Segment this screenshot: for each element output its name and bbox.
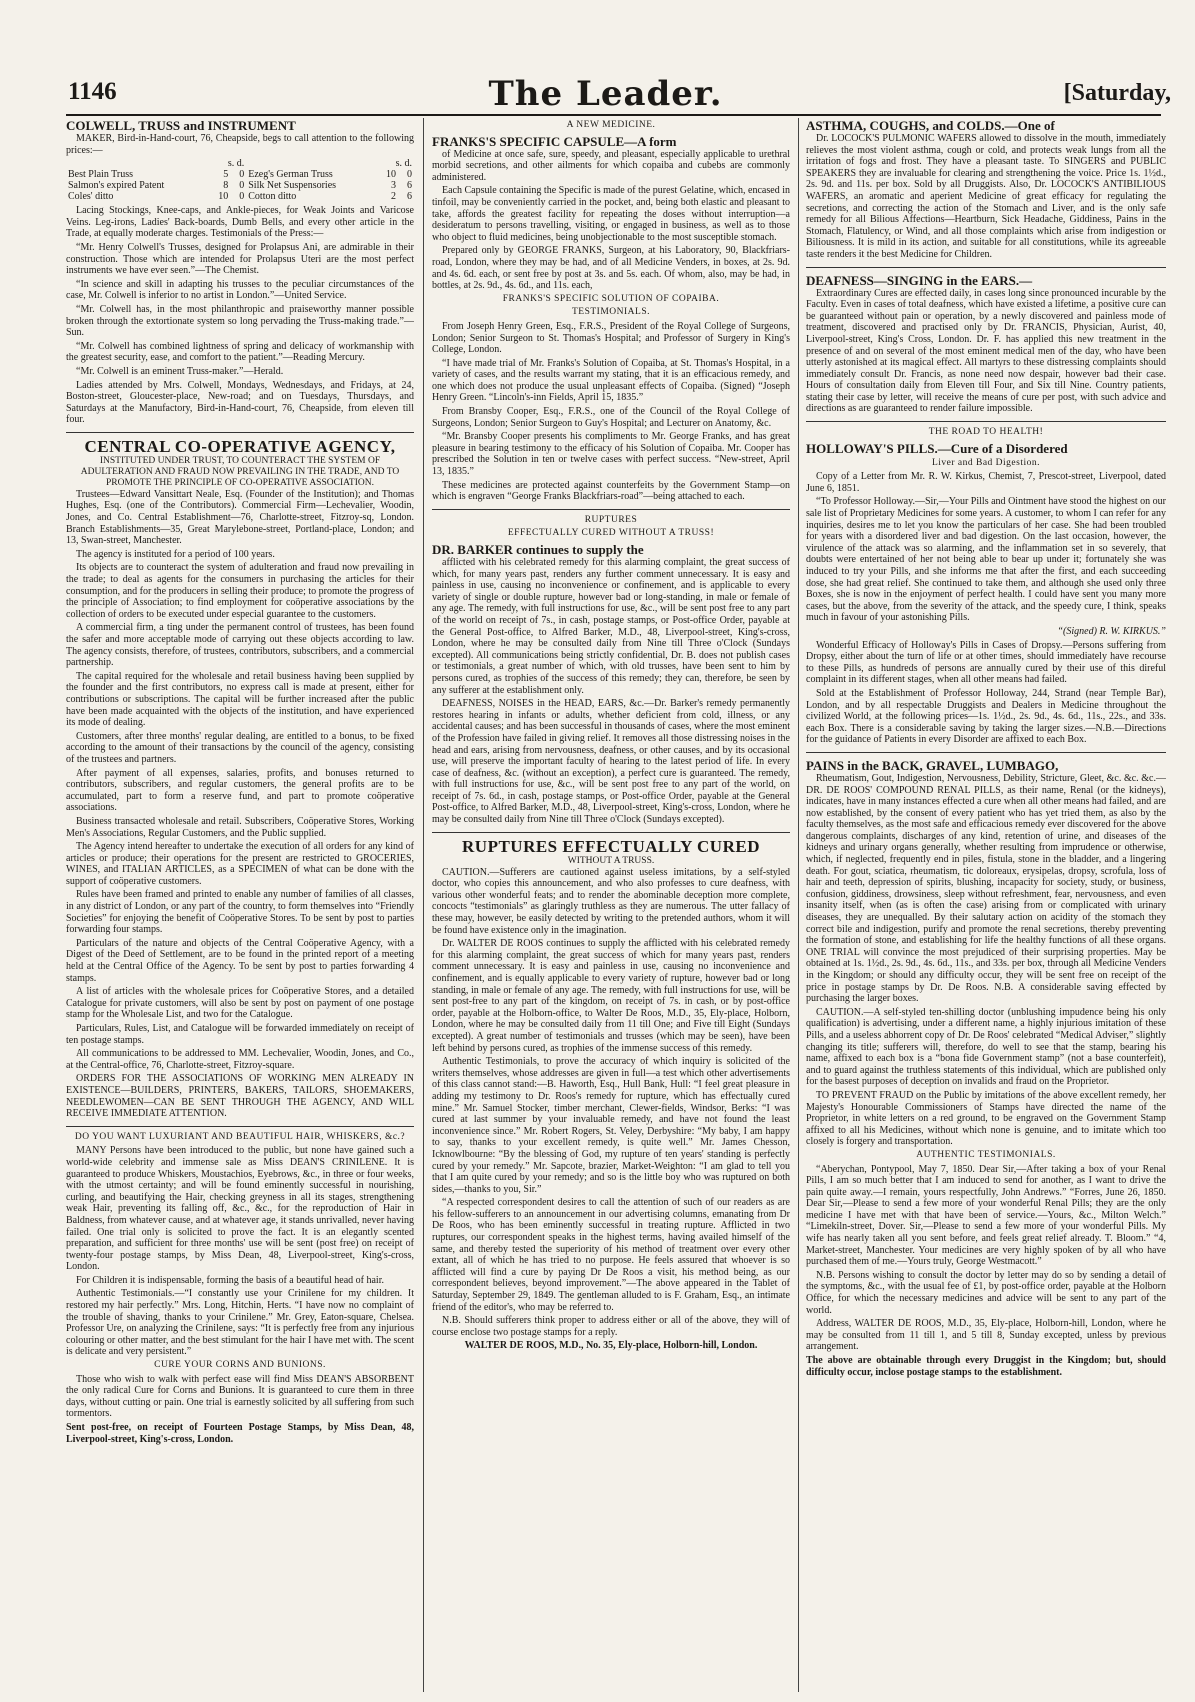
franks-capsule-ad [432,120,790,503]
ad-paragraph: The capital required for the wholesale and retail business having been supplied by the founder and the first contributors, no express call is made at present, either for contributions or subscriptions. The capital will be further increased after the public have been made acquainted with the objects of the institution, and have experienced its mode of dealing. [66,670,414,729]
ad-headline: PAINS in the BACK, GRAVEL, LUMBAGO, [806,757,1059,773]
ad-paragraph: MAKER, Bird-in-Hand-court, 76, Cheapside, begs to call attention to the following prices:— [66,133,414,156]
ad-headline: ASTHMA, COUGHS, and COLDS.—One of [806,118,1055,133]
ad-paragraph: N.B. Should sufferers think proper to address either or all of the above, they will of course enclose two postage stamps for a reply. [432,1315,790,1338]
price-pence: 0 [239,180,245,192]
ad-separator [66,432,414,433]
price-item: Cotton ditto [248,191,297,203]
ad-paragraph: All communications to be addressed to MM. Lechevalier, Woodin, Jones, and Co., at the Central-office, 76, Charlotte-street, Fitzroy-square. [66,1048,414,1071]
testimonial: “I have made trial of Mr. Franks's Solution of Copaiba, at St. Thomas's Hospital, in a variety of cases, and the results warrant my stating, that it is an efficacious remedy, and one which does not produce the usual unpleasant effects of Copaiba. (Signed) “Joseph Henry Green. “Lincoln's-inn Fields, April 15, 1835.” [432,357,790,404]
colwell-ad [66,118,414,426]
ad-paragraph: For Children it is indispensable, forming the basis of a beautiful head of hair. [76,1274,384,1286]
ad-subheadline: FRANKS'S SPECIFIC SOLUTION OF COPAIBA. [502,293,720,304]
ad-paragraph: From Bransby Cooper, Esq., F.R.S., one of the Council of the Royal College of Surgeons, London; Senior Surgeon to Guy's Hospital; and Lecturer on Anatomy, &c. [432,406,790,429]
price-shillings: 3 [391,180,396,192]
ad-kicker: RUPTURES [584,514,638,525]
ad-footer: The above are obtainable through every Druggist in the Kingdom; but, should difficulty occur, inclose postage stamps to the establishment. [806,1355,1166,1378]
ad-headline: COLWELL, TRUSS and INSTRUMENT [66,118,296,133]
holloway-pills-ad [806,427,1166,746]
table-row [66,158,414,169]
ad-headline: DR. BARKER continues to supply the [432,542,644,557]
ad-paragraph: “A respected correspondent desires to call the attention of such of our readers as are his fellow-sufferers to an announcement in our advertising columns, emanating from Dr De Roos, who has been eminently successful in treating rupture. Afflicted in two ruptures, our correspondent speaks in the highest terms, having availed himself of the same, and thereby tested the superiority of his method of treatment over every other extant, all of which he has tried to no purpose. He feels assured that whoever is so afflicted will find a cure by paying Dr De Roos a visit, his method being, as our correspondent believes, beyond improvement.”—The above appeared in the Tablet of Saturday, September 29, 1849. The gentleman alluded to is F. Graham, Esq., an intimate friend of the editor's, who may be referred to. [432,1197,790,1313]
ad-paragraph: TO PREVENT FRAUD on the Public by imitations of the above excellent remedy, her Majesty's Honourable Commissioners of Stamps have directed the name of the Proprietor, in white letters on a red ground, to be engraved on the Government Stamp affixed to all his Medicines, without which none is genuine, and to imitate which too closely is forgery and transportation. [806,1089,1166,1148]
ad-separator [66,1126,414,1127]
ad-paragraph: CAUTION.—A self-styled ten-shilling doctor (unblushing impudence being his only qualification) is advertising, under a different name, a highly injurious imitation of these Pills, and a useless abhorrent copy of Dr. De Roos' celebrated “Medical Adviser,” slightly changing its title; sufferers will, therefore, do well to see that the stamp, bearing his name, affixed to each box is a “bona fide Government stamp” (not a base counterfeit), and to guard against the truthless statements of this individual, which are published only for the basest purposes of deception on invalids and fraud on the Proprietor. [806,1006,1166,1088]
ad-headline: FRANKS'S SPECIFIC CAPSULE—A form [432,133,677,149]
table-row [66,191,414,202]
ad-paragraph: Address, WALTER DE ROOS, M.D., 35, Ely-place, Holborn-hill, London, where he may be consulted from 11 till 1, and 5 till 8, Sunday excepted, unless by previous arrangement. [806,1318,1166,1353]
table-row [66,180,414,191]
ad-separator [432,832,790,833]
price-header: s. d. [227,158,245,170]
ad-paragraph: Business transacted wholesale and retail. Subscribers, Coöperative Stores, Working Men's Associations, Regular Customers, and the Public supplied. [66,815,414,839]
testimonial: “Mr. Colwell has combined lightness of spring and delicacy of workmanship with the greatest security, ease, and comfort to the patient.”—Reading Mercury. [66,340,414,364]
price-item: Silk Net Suspensories [248,180,337,192]
ad-subheadline: INSTITUTED UNDER TRUST, TO COUNTERACT THE SYSTEM OF ADULTERATION AND FRAUD NOW PREVAILING IN THE TRADE, AND TO PROMOTE THE PRINCIPLE OF CO-OPERATIVE ASSOCIATION. [80,455,400,488]
ad-paragraph: CAUTION.—Sufferers are cautioned against useless imitations, by a self-styled doctor, who copies this announcement, and who also professes to cure deafness, with various other wonderful feats; and to render the abominable deception more complete, concocts “testimonials” as glaringly truthless as they are numerous. The utter fallacy of these may, however, be easily detected by writing to the pretended authors, whom it will be found have existence only in the imagination. [432,866,790,936]
ad-paragraph: Trustees—Edward Vansittart Neale, Esq. (Founder of the Institution); and Thomas Hughes, Esq. (one of the Contributors). Commercial Firm—Lechevalier, Woodin, Jones, and Co. Central Establishment—76, Charlotte-street, Fitzroy-sq, London. Branch Establishments—35, Great Marylebone-street, Portland-place, London; and 13, Swan-street, Manchester. [66,488,414,547]
testimonial: Authentic Testimonials, to prove the accuracy of which inquiry is solicited of the writers themselves, whose addresses are given in full—a test which other advertisements of this class cannot stand:—B. Haworth, Esq., Hull Bank, Hull: “I feel great pleasure in adding my testimony to Dr. Roos's remedy for rupture, which has effectually cured mine.” Mr. Samuel Stocker, timber merchant, Clewer-fields, Windsor, Berks: “I was cured at last summer by your invaluable remedy, and have not found the least inconvenience since.” Mr. Robert Rogers, St. Veley, Derbyshire: “My baby, I am happy to say, thanks to your excellent remedy, is quite well.” Mr. James Chesson, Icknowlbourne: “By the blessing of God, my rupture of ten years' standing is perfectly cured by your remedy.” Mr. Sapcote, brazier, Market-Weighton: “I am glad to tell you that I am quite cured by your remedy; and so is the little boy who was ruptured on both sides,—thanks to you, Sir.” [432,1056,790,1195]
locock-wafers-ad [806,118,1166,261]
testimonials-heading: AUTHENTIC TESTIMONIALS. [916,1149,1056,1160]
advertisement-columns [66,118,1166,1692]
ad-paragraph: Lacing Stockings, Knee-caps, and Ankle-pieces, for Weak Joints and Varicose Veins. Leg-irons, Ladies' Back-boards, Dumb Bells, and every other article in the Trade, at equally moderate charges. Testimonials of the Press:— [66,205,414,240]
ad-separator [806,752,1166,753]
ad-kicker: A NEW MEDICINE. [566,120,656,130]
column-left [66,118,414,1692]
ad-paragraph: MANY Persons have been introduced to the public, but none have gained such a world-wide celebrity and immense sale as Miss DEAN'S CRINILENE. It is guaranteed to produce Whiskers, Moustachios, Eyebrows, &c., in three or four weeks, with the utmost certainty; and will be found eminently successful in nourishing, curling, and beautifying the Hair, checking greyness in all its stages, strengthening weak Hair, preventing its falling off, &c., &c., for the reproduction of Hair in Baldness, from whatever cause, and at whatever age, it stands unrivalled, never having failed. One trial only is solicited to prove the fact. It is an elegantly scented preparation, and sufficient for three months' use will be sent (post free) on receipt of twenty-four postage stamps, by Miss Dean, 48, Liverpool-street, King's-cross, London. [66,1145,414,1273]
ad-paragraph: Extraordinary Cures are effected daily, in cases long since pronounced incurable by the Faculty. Even in cases of total deafness, which have existed a lifetime, a positive cure can be guaranteed without pain or operation, by a newly discovered and painless mode of treatment, discovered and practised only by Dr. FRANCIS, Physician, Aurist, 40, Liverpool-street, King's Cross, London. Dr. F. has applied this new treatment in the presence of and on several of the most eminent medical men of the day, who have been utterly astonished at its magical effect. All martyrs to these distressing complaints should immediately consult Dr. Francis, as none need now despair, however bad their case. Hours of consultation daily from Eleven till Four, and Six till Nine. Country patients, stating their case by letter, will receive the means of cure per post, with such advice and directions as are guaranteed to render failure impossible. [806,287,1166,415]
testimonial: “In science and skill in adapting his trusses to the peculiar circumstances of the case, Mr. Colwell is inferior to no artist in London.”—United Service. [66,278,414,302]
cooperative-agency-ad [66,438,414,1120]
ad-paragraph: Sold at the Establishment of Professor Holloway, 244, Strand (near Temple Bar), London, and by all respectable Druggists and Dealers in Medicine throughout the civilized World, at the following prices—1s. 1½d., 2s. 9d., 4s. 6d., 11s., 22s., and 33s. each Box. There is a considerable saving by taking the larger sizes.—N.B.—Directions for the guidance of Patients in every Disorder are affixed to each Box. [806,687,1166,746]
testimonial: “Aberychan, Pontypool, May 7, 1850. Dear Sir,—After taking a box of your Renal Pills, I am so much better that I am induced to send for another, as I want to drive the pain quite away.—I remain, yours respectfully, John Andrews.” “Forres, June 26, 1850. Dear Sir,—Please to send a few more of your wonderful Renal Pills; they are the only medicine I have met with that have been of service.—Yours, &c., Milton Welch.” “Limekiln-street, Dover. Sir,—Please to send a few more of your wonderful Pills. My wife has nearly taken all you sent before, and feels great relief already. T. Bloom.” “4, Market-street, Manchester. Your medicines are very highly spoken of by all who have purchased them of me.—Yours truly, George Westmacott.” [806,1163,1166,1268]
ad-kicker: DO YOU WANT LUXURIANT AND BEAUTIFUL HAIR, WHISKERS, &c.? [74,1131,406,1142]
ad-paragraph: Customers, after three months' regular dealing, are entitled to a bonus, to be fixed according to the amount of their transactions by the council of the agency, consisting of the trustees and partners. [66,730,414,765]
ad-paragraph: The agency is instituted for a period of 100 years. [76,548,275,560]
column-divider [798,118,799,1692]
ad-paragraph: DEAFNESS, NOISES in the HEAD, EARS, &c.—Dr. Barker's remedy permanently restores hearing in infants or adults, whether deficient from cold, illness, or any accidental causes; and has been successful in thousands of cases, where the most eminent of the Profession have failed in giving relief. It removes all those distressing noises in the head and ears, arising from nervousness, deafness, or other causes, and by its occasional use, will preserve the important faculty of hearing to the latest period of life. In every case of deafness, &c. (without an exception), a perfect cure is guaranteed. The remedy, with full instructions for use, &c., will be sent post free to any part of the world, on receipt of 7s. 6d., in cash, postage stamps, or Post-office Order, payable at the General Post-office, to Alfred Barker, M.D., 48, Liverpool-street, King's-cross, London, where he may be consulted daily from Nine till Three o'Clock (Sundays excepted). [432,698,790,826]
testimonial: “To Professor Holloway.—Sir,—Your Pills and Ointment have stood the highest on our sale list of Proprietary Medicines for some years. A customer, to whom I can refer for any inquiries, desires me to let you know the particulars of her case. She had been troubled for years with a disordered liver and bad digestion. On the last occasion, however, the virulence of the attack was so alarming, and the inflammation set in so severely, that doubts were entertained of her not being able to bear up under it; fortunately she was induced to try your Pills, and she informs me that after the first, and each succeeding dose, she had great relief. She continued to take them, and although she used only three Boxes, she is now in the enjoyment of perfect health. I could have sent you many more cases, but the above, from the severity of the attack, and the speedy cure, I think, speaks much in favour of your astonishing Pills. [806,496,1166,624]
ad-paragraph: A list of articles with the wholesale prices for Coöperative Stores, and a detailed Catalogue for private customers, will also be sent by post on payment of one postage stamp for the Wholesale List, and two for the Catalogue. [66,986,414,1021]
testimonial: Authentic Testimonials.—“I constantly use your Crinilene for my children. It restored my hair perfectly.” Mrs. Long, Hitchin, Herts. “I have now no complaint of the trouble of shaving, thanks to your Crinilene.” Mr. Grey, Eaton-square, Chelsea. Professor Ure, on analyzing the Crinilene, says: “It is perfectly free from any injurious colouring or other matter, and the best stimulant for the hair I have met with. The scent is delicate and very persistent.” [66,1288,414,1358]
price-pence: 6 [407,180,412,192]
price-shillings: 10 [386,169,396,181]
ad-kicker: CURE YOUR CORNS AND BUNIONS. [154,1360,326,1371]
ad-paragraph: afflicted with his celebrated remedy for this alarming complaint, the great success of which, for many years past, renders any further comment unnecessary. It is easy and painless in use, causing no inconvenience or confinement, and is applicable to every variety of single or double rupture, however bad or long-standing, in male or female of any age. The remedy, with full instructions for use, &c., will be sent post free to any part of the world on receipt of 7s., in cash, postage stamps, or Post-office Order, payable at the General Post-office, to Alfred Barker, M.D., 48, Liverpool-street, King's-cross, London, where he may be consulted daily from Nine till Three o'Clock (Sundays excepted). All communications being strictly confidential, Dr. B. does not publish cases or testimonials, a great number of which, with old trusses, have been sent to him by persons cured, as trophies of the success of this remedy; they can, therefore, be seen by any sufferer at the establishment only. [432,557,790,696]
deroos-renal-pills-ad [806,758,1166,1378]
testimonial: “Mr. Henry Colwell's Trusses, designed for Prolapsus Ani, are admirable in their construction. Those which are intended for Prolapsus Uteri are the most perfect instruments we have ever seen.”—The Chemist. [66,241,414,277]
ad-footer: Sent post-free, on receipt of Fourteen Postage Stamps, by Miss Dean, 48, Liverpool-street, King's-cross, London. [66,1422,414,1445]
price-pence: 6 [407,191,412,203]
column-middle [432,118,790,1692]
ad-paragraph: From Joseph Henry Green, Esq., F.R.S., President of the Royal College of Surgeons, London; Senior Surgeon to St. Thomas's Hospital; and Professor of Surgery in King's College, London. [432,320,790,356]
price-table [66,158,414,202]
ad-headline: HOLLOWAY'S PILLS.—Cure of a Disordered [806,440,1068,456]
table-row [66,169,414,180]
ad-paragraph: Its objects are to counteract the system of adulteration and fraud now prevailing in the trade; to deal as agents for the consumers in purchasing the articles for their consumption, and for the producers in selling their produce; to promote the progress of the principle of Association; to find employment for coöperative associations by the collection of orders to be executed under especial guarantee to the customers. [66,562,414,620]
ad-paragraph: Rheumatism, Gout, Indigestion, Nervousness, Debility, Stricture, Gleet, &c. &c. &c.—DR. DE ROOS' COMPOUND RENAL PILLS, as their name, Renal (or the kidneys), indicates, have in many instances effected a cure when all other means had failed, and are now established, by the consent of every patient who has yet tried them, as also by the faculty themselves, as the most safe and efficacious remedy ever discovered for the above dangerous complaints, discharges of any kind, retention of urine, and diseases of the kidneys and urinary organs generally, whether resulting from imprudence or otherwise, which, if neglected, frequently end in piles, fistula, stone in the bladder, and a lingering death. For gout, sciatica, rheumatism, tic doloreaux, erysipelas, dropsy, scrofula, loss of hair and teeth, depression of spirits, blushing, incapacity for society, study, or business, confusion, giddiness, drowsiness, sleep without refreshment, fear, nervousness, and even insanity itself, when (as is often the case) arising from or complicated with urinary diseases, they are unequalled. By their salutary action on acidity of the stomach they correct bile and indigestion, purify and promote the renal secretions, thereby preventing the formation of stone, and establishing for life the healthy functions of all these organs. ONE TRIAL will convince the most prejudiced of their surprising properties. May be obtained at 1s. 1½d., 2s. 9d., 4s. 6d., 11s., and 33s. per box, through all Medicine Venders in the Kingdom; or should any difficulty occur, they will be sent free on receipt of the price in postage stamps by Dr. De Roos. N.B. A considerable saving effected by purchasing the larger boxes. [806,772,1166,1005]
price-shillings: 2 [391,191,396,203]
ad-separator [806,267,1166,268]
column-right [806,118,1166,1692]
ad-paragraph: Prepared only by GEORGE FRANKS, Surgeon, at his Laboratory, 90, Blackfriars-road, London, where they may be had, and of all Medicine Venders, in boxes, at 2s. 9d. and 4s. 6d. each, or sent free by post at 3s. and 5s. each. Of whom, also, may be had, in bottles, at 2s. 9d., 4s. 6d., and 11s. each, [432,245,790,292]
price-item: Salmon's expired Patent [68,180,165,192]
ad-kicker: THE ROAD TO HEALTH! [928,427,1044,438]
ad-paragraph: These medicines are protected against counterfeits by the Government Stamp—on which is engraven “George Franks Blackfriars-road”—being attached to each. [432,479,790,503]
dean-crinilene-ad [66,1132,414,1445]
ad-paragraph: Dr. WALTER DE ROOS continues to supply the afflicted with his celebrated remedy for this alarming complaint, the great success of which for many years past, renders comment unnecessary. It is easy and painless in use, causing no inconvenience and confinement, and is equally applicable to every variety of rupture, however bad or long standing, in male or female of any age. The remedy, with full instructions for use, will be sent post-free to any part of the kingdom, on receipt of 7s. in cash, or by post-office order, payable at the Holborn-office, to Walter De Roos, M.D., 35, Ely-place, Holborn, London, where he may be consulted daily from 11 till One; and Five till Eight (Sundays excepted). A great number of testimonials and trusses (which may be seen), have been left behind by persons cured, as trophies of the immense success of this remedy. [432,938,790,1054]
newspaper-title: The Leader. [488,74,723,114]
deafness-ad [806,273,1166,416]
price-header: s. d. [395,158,412,170]
ad-paragraph: Particulars of the nature and objects of the Central Coöperative Agency, with a Digest of the Deed of Settlement, are to be found in the printed report of a meeting held at the Central Office of the Agency. To be sent by post to parties forwarding 4 stamps. [66,937,414,984]
ad-paragraph: After payment of all expenses, salaries, profits, and bonuses returned to contributors, subscribers, and regular customers, the general profits are to be accumulated, part to form a reserve fund, and part to promote coöperative associations. [66,767,414,814]
price-pence: 0 [239,191,245,203]
ad-paragraph: of Medicine at once safe, sure, speedy, and pleasant, especially applicable to urethral morbid secretions, and other ailments for which copaiba and cubebs are commonly administered. [432,148,790,183]
signature: “(Signed) R. W. KIRKUS.” [1057,625,1166,637]
masthead [40,74,1171,114]
ad-separator [432,509,790,510]
ad-paragraph: Each Capsule containing the Specific is made of the purest Gelatine, which, encased in tinfoil, may be conveniently carried in the pocket, and, being both elastic and pleasant to take, affords the greatest facility for repeating the doses without interruption—a desideratum to persons travelling, visiting, or engaged in business, as well as to those who object to fluid medicines, being unobjectionable to the most susceptible stomach. [432,185,790,243]
price-shillings: 10 [218,191,229,203]
testimonial: “Mr. Bransby Cooper presents his compliments to Mr. George Franks, and has great pleasure in bearing testimony to the efficacy of his Solution of Copaiba. Mr. Cooper has prescribed the Solution in ten or twelve cases with perfect success. “New-street, April 13, 1835.” [432,431,790,478]
page-number: 1146 [68,78,117,105]
price-shillings: 5 [223,169,229,181]
masthead-rule [66,114,1161,116]
ad-paragraph: The Agency intend hereafter to undertake the execution of all orders for any kind of articles or produce; their operations for the present are restricted to GROCERIES, WINES, and ITALIAN ARTICLES, as a SPECIMEN of what can be done with the support of coöperative customers. [66,841,414,887]
price-item: Ezeg's German Truss [248,169,333,181]
ad-paragraph: N.B. Persons wishing to consult the doctor by letter may do so by sending a detail of the symptoms, &c., with the usual fee of £1, by post-office order, payable at the Holborn Office, for which the necessary medicines and advice will be sent to any part of the world. [806,1269,1166,1316]
deroos-ruptures-ad [432,838,790,1352]
testimonial: “Mr. Colwell is an eminent Truss-maker.”—Herald. [76,365,284,377]
price-item: Best Plain Truss [68,169,134,181]
price-pence: 0 [239,169,245,181]
issue-day: [Saturday, [1063,80,1171,106]
ad-subheadline: WITHOUT A TRUSS. [567,855,655,866]
ad-paragraph: ORDERS FOR THE ASSOCIATIONS OF WORKING MEN ALREADY IN EXISTENCE—BUILDERS, PRINTERS, BAKERS, TAILORS, SHOEMAKERS, NEEDLEWOMEN—CAN BE SENT THROUGH THE AGENCY, AND WILL RECEIVE IMMEDIATE ATTENTION. [66,1073,414,1120]
ad-paragraph: Ladies attended by Mrs. Colwell, Mondays, Wednesdays, and Fridays, at 24, Boston-street, Gloucester-place, New-road; and on Tuesdays, Thursdays, and Saturdays at the Manufactory, Bird-in-Hand-court, 76, Cheapside, from eleven till four. [66,379,414,426]
ad-kicker: EFFECTUALLY CURED WITHOUT A TRUSS! [507,528,715,539]
column-divider [423,118,424,1692]
ad-subheadline: Liver and Bad Digestion. [931,457,1041,468]
barker-ruptures-ad [432,515,790,826]
ad-headline: CENTRAL CO-OPERATIVE AGENCY, [84,436,396,456]
ad-headline: DEAFNESS—SINGING in the EARS.— [806,272,1033,288]
ad-paragraph: A commercial firm, a ting under the permanent control of trustees, has been found the safer and more acceptable mode of carrying out these objects according to law. The agency consists, therefore, of trustees, contributors, subscribers, and a commercial partnership. [66,622,414,669]
ad-paragraph: Wonderful Efficacy of Holloway's Pills in Cases of Dropsy.—Persons suffering from Dropsy, either about the turn of life or at other times, should immediately have recourse to these Pills, as hundreds of persons are annually cured by their use of this direful complaint in its different stages, when all other means had failed. [806,639,1166,686]
testimonial: “Mr. Colwell has, in the most philanthropic and praiseworthy manner possible broken through the extortionate system so long pervading the Truss-making trade.”—Sun. [66,303,414,339]
ad-paragraph: Rules have been framed and printed to enable any number of families of all classes, in any district of London, or any part of the country, to form themselves into “Friendly Societies” for enjoying the benefit of Coöperative Stores. To be sent by post to parties forwarding four stamps. [66,889,414,936]
testimonials-heading: TESTIMONIALS. [571,307,650,318]
ad-separator [806,421,1166,422]
price-shillings: 8 [223,180,229,192]
ad-headline: RUPTURES EFFECTUALLY CURED [462,836,760,856]
ad-paragraph: Those who wish to walk with perfect ease will find Miss DEAN'S ABSORBENT the only radical Cure for Corns and Bunions. It is guaranteed to cure them in three days, without cutting or pain. One trial is earnestly solicited by all suffering from such tormentors. [66,1373,414,1420]
ad-paragraph: Dr. LOCOCK'S PULMONIC WAFERS allowed to dissolve in the mouth, immediately relieves the most violent asthma, cough or cold, and protects weak lungs from all the irritation of fogs and frost. They have a pleasant taste. To SINGERS and PUBLIC SPEAKERS they are invaluable for clearing and strengthening the voice. Price 1s. 1½d., 2s. 9d. and 11s. per box. Sold by all Druggists. Also, Dr. LOCOCK'S ANTIBILIOUS WAFERS, an aromatic and aperient Medicine of great efficacy for regulating the secretions, and correcting the action of the Stomach and Liver, and is the only safe remedy for all Bilious Affections—Heartburn, Sick Headache, Giddiness, Pains in the Stomach, Flatulency, or Wind, and all those complaints which arise from indigestion or Biliousness. It is mild in its action, and suitable for all constitutions, while its agreeable taste renders it the best Medicine for Children. [806,133,1166,260]
ad-paragraph: Particulars, Rules, List, and Catalogue will be forwarded immediately on receipt of ten postage stamps. [66,1023,414,1046]
price-item: Coles' ditto [68,191,114,203]
ad-footer: WALTER DE ROOS, M.D., No. 35, Ely-place, Holborn-hill, London. [464,1340,758,1352]
price-pence: 0 [407,169,412,181]
ad-paragraph: Copy of a Letter from Mr. R. W. Kirkus, Chemist, 7, Prescot-street, Liverpool, dated June 6, 1851. [806,471,1166,494]
